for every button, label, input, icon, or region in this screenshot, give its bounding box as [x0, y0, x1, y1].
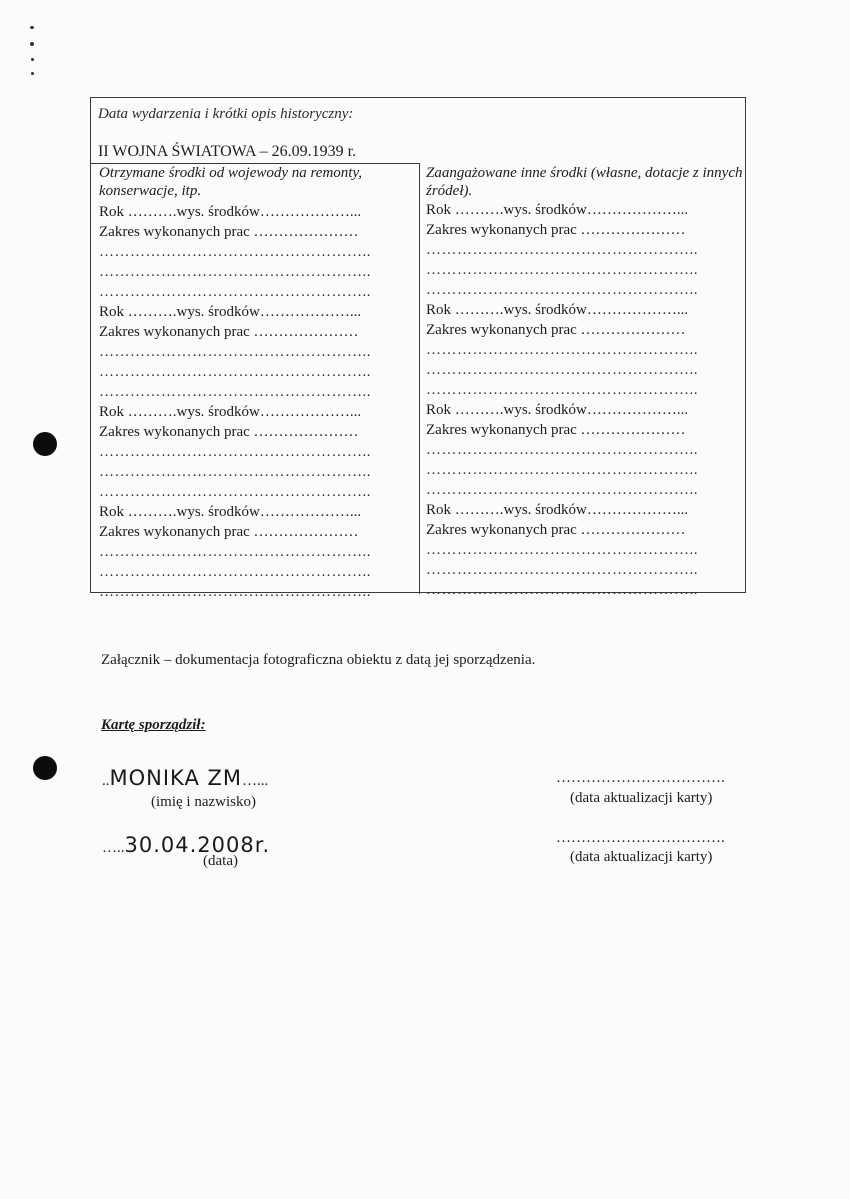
dotted-line: …………………………………………….. — [426, 542, 698, 558]
scan-speck — [30, 42, 34, 46]
handwritten-name: MONIKA ZM — [109, 766, 242, 790]
leading-dots: ….. — [102, 840, 125, 856]
works-scope-line: Zakres wykonanych prac ………………… — [99, 224, 359, 240]
table-divider-vertical — [419, 163, 420, 594]
date-signature-line — [102, 833, 270, 857]
leading-dots: .. — [102, 773, 110, 789]
update-date-caption-1: (data aktualizacji karty) — [570, 790, 713, 806]
works-scope-line: Zakres wykonanych prac ………………… — [99, 524, 359, 540]
dotted-line: …………………………………………….. — [426, 562, 698, 578]
dotted-line: …………………………………………….. — [99, 464, 371, 480]
dotted-line: …………………………………………….. — [99, 344, 371, 360]
update-date-line-2: ……………………………. — [556, 830, 725, 846]
funding-entry — [426, 200, 744, 300]
funding-entry — [426, 300, 744, 400]
history-heading-value: II WOJNA ŚWIATOWA – 26.09.1939 r. — [98, 143, 357, 160]
dotted-line: …………………………………………….. — [426, 342, 698, 358]
dotted-line: …………………………………………….. — [426, 582, 698, 598]
year-amount-line: Rok ……….wys. środków………………... — [426, 502, 689, 518]
history-funding-table — [90, 97, 746, 600]
works-scope-line: Zakres wykonanych prac ………………… — [426, 522, 686, 538]
funding-entry — [99, 302, 414, 402]
works-scope-line: Zakres wykonanych prac ………………… — [99, 324, 359, 340]
scan-speck — [31, 72, 34, 75]
history-heading-label: Data wydarzenia i krótki opis historyczny: — [98, 106, 354, 122]
works-scope-line: Zakres wykonanych prac ………………… — [99, 424, 359, 440]
dotted-line: …………………………………………….. — [426, 362, 698, 378]
dotted-line: …………………………………………….. — [426, 462, 698, 478]
year-amount-line: Rok ……….wys. środków………………... — [426, 402, 689, 418]
update-date-line-1: ……………………………. — [556, 770, 725, 786]
punch-hole-bottom — [33, 756, 57, 780]
dotted-line: …………………………………………….. — [99, 284, 371, 300]
voivode-funds-header: Otrzymane środki od wojewody na remonty, konserwacje, itp. — [99, 165, 363, 199]
trailing-dots: …... — [242, 773, 269, 789]
dotted-line: …………………………………………….. — [426, 282, 698, 298]
punch-hole-top — [33, 432, 57, 456]
year-amount-line: Rok ……….wys. środków………………... — [99, 204, 362, 220]
works-scope-line: Zakres wykonanych prac ………………… — [426, 322, 686, 338]
year-amount-line: Rok ……….wys. środków………………... — [99, 304, 362, 320]
dotted-line: …………………………………………….. — [99, 264, 371, 280]
funding-entry — [426, 400, 744, 500]
dotted-line: …………………………………………….. — [426, 262, 698, 278]
funding-entry — [99, 502, 414, 602]
dotted-line: …………………………………………….. — [99, 544, 371, 560]
dotted-line: …………………………………………….. — [99, 244, 371, 260]
funding-entry — [99, 202, 414, 302]
scan-speck — [30, 26, 34, 29]
dotted-line: …………………………………………….. — [99, 364, 371, 380]
funding-entry — [426, 500, 744, 600]
dotted-line: …………………………………………….. — [99, 444, 371, 460]
dotted-line: …………………………………………….. — [426, 242, 698, 258]
dotted-line: …………………………………………….. — [426, 482, 698, 498]
attachment-note: Załącznik – dokumentacja fotograficzna obiektu z datą jej sporządzenia. — [101, 652, 536, 668]
other-funds-header: Zaangażowane inne środki (własne, dotacje z innych źródeł). — [426, 165, 743, 199]
dotted-line: …………………………………………….. — [99, 484, 371, 500]
prepared-by-label: Kartę sporządził: — [101, 717, 206, 733]
year-amount-line: Rok ……….wys. środków………………... — [99, 404, 362, 420]
dotted-line: …………………………………………….. — [426, 442, 698, 458]
works-scope-line: Zakres wykonanych prac ………………… — [426, 222, 686, 238]
scan-speck — [31, 58, 34, 61]
funding-entry — [99, 402, 414, 502]
dotted-line: …………………………………………….. — [426, 382, 698, 398]
name-caption: (imię i nazwisko) — [151, 794, 256, 810]
year-amount-line: Rok ……….wys. środków………………... — [426, 302, 689, 318]
handwritten-date: 30.04.2008r. — [124, 833, 271, 857]
update-date-caption-2: (data aktualizacji karty) — [570, 849, 713, 865]
other-funds-column — [426, 164, 744, 600]
year-amount-line: Rok ……….wys. środków………………... — [99, 504, 362, 520]
dotted-line: …………………………………………….. — [99, 584, 371, 600]
voivode-funds-column — [99, 164, 414, 602]
dotted-line: …………………………………………….. — [99, 384, 371, 400]
name-signature-line — [102, 766, 268, 790]
dotted-line: …………………………………………….. — [99, 564, 371, 580]
date-caption: (data) — [203, 853, 238, 869]
works-scope-line: Zakres wykonanych prac ………………… — [426, 422, 686, 438]
year-amount-line: Rok ……….wys. środków………………... — [426, 202, 689, 218]
